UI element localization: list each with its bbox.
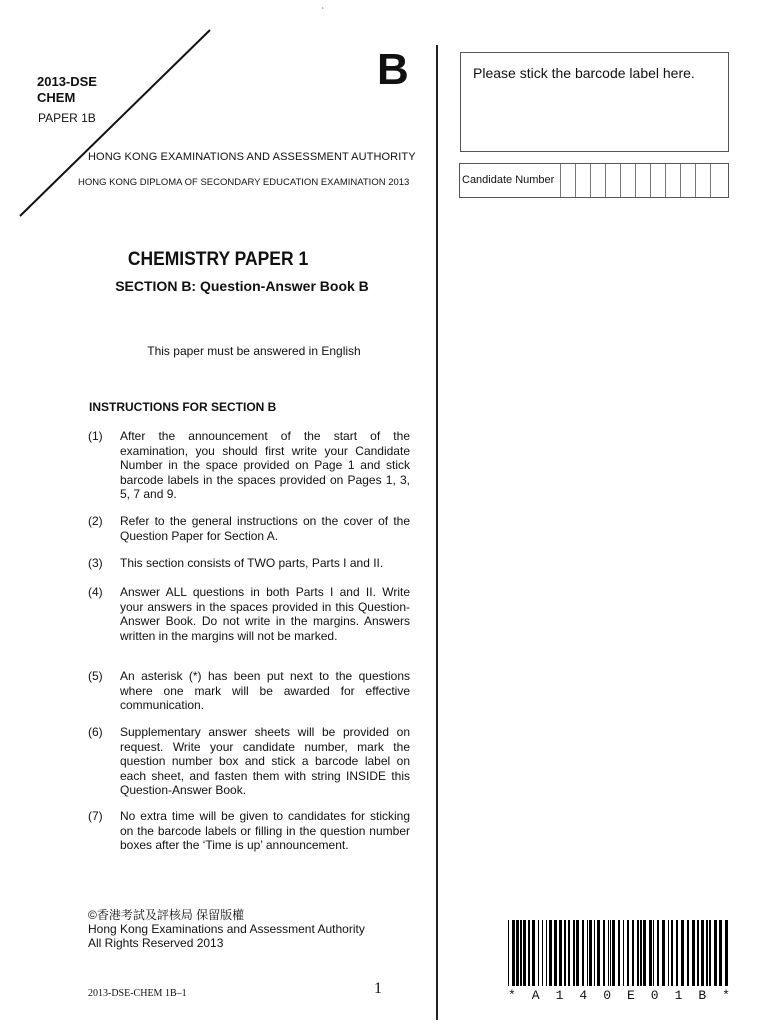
instruction-item [88,669,410,713]
section-letter: B [377,45,409,94]
barcode-bar [512,920,515,986]
barcode-bar [564,920,566,986]
barcode-bar [627,920,629,986]
instruction-number: (2) [88,514,103,528]
candidate-number-label: Candidate Number [462,174,555,186]
barcode-bar [662,920,665,986]
center-divider [436,45,438,1020]
language-note: This paper must be answered in English [147,344,361,358]
barcode-bar [687,920,689,986]
digit-cell[interactable] [680,164,695,197]
instruction-text: After the announcement of the start of the examination, you should first write your Candidate Number in the space provided on Page 1 and stick barcode labels in the spaces provided on Pages 1, 3, 5, 7 and 9. [120,429,410,501]
barcode-char: * [508,988,516,1003]
digit-cell[interactable] [650,164,665,197]
barcode-bar [653,920,654,986]
digit-cell[interactable] [710,164,725,197]
speck: ‘ [322,6,324,15]
instructions-heading: INSTRUCTIONS FOR SECTION B [89,400,277,414]
barcode-bar [597,920,600,986]
page-number: 1 [374,980,382,997]
instruction-text: This section consists of TWO parts, Parts I and II. [120,556,384,570]
copyright-line: Hong Kong Examinations and Assessment Authority [88,922,365,936]
barcode-bar [523,920,526,986]
barcode-bar [568,920,570,986]
instruction-item [88,556,410,572]
barcode-bar [508,920,509,986]
barcode-bar [714,920,717,986]
barcode-bar [576,920,579,986]
barcode-bar [516,920,519,986]
barcode-label-box[interactable] [460,52,729,152]
barcode-bar [719,920,722,986]
instruction-item [88,429,410,501]
page-title: CHEMISTRY PAPER 1 [127,249,309,270]
barcode-char: 1 [555,988,564,1003]
barcode-bar [706,920,708,986]
exam-code [37,74,97,106]
barcode-bar [582,920,584,986]
paper-label: PAPER 1B [38,111,96,125]
candidate-number-box[interactable] [459,163,729,198]
instruction-number: (7) [88,809,103,823]
digit-cell[interactable] [560,164,575,197]
exam-code-year: 2013-DSE [37,74,97,89]
instruction-text: An asterisk (*) has been put next to the questions where one mark will be awarded for effective communication. [120,669,410,712]
barcode-bar [573,920,575,986]
barcode-bar [554,920,557,986]
barcode-bar [538,920,539,986]
barcode-image [508,920,730,988]
instruction-number: (6) [88,725,103,739]
instruction-number: (3) [88,556,103,570]
candidate-number-cells[interactable] [560,164,725,197]
barcode-char: 0 [603,988,611,1003]
barcode-bar [589,920,592,986]
barcode-char: * [722,988,730,1003]
diploma-name: HONG KONG DIPLOMA OF SECONDARY EDUCATION EXAMINATION 2013 [78,177,410,188]
digit-cell[interactable] [620,164,635,197]
page-subtitle: SECTION B: Question-Answer Book B [115,278,369,294]
instruction-item [88,809,410,867]
instruction-text: Refer to the general instructions on the cover of the Question Paper for Section A. [120,514,410,543]
authority-name: HONG KONG EXAMINATIONS AND ASSESSMENT AUTHORITY [88,151,416,163]
instruction-text: No extra time will be given to candidates for sticking on the barcode labels or filling in the question number boxes after the ‘Time is up’ announcement. [120,809,410,852]
barcode-bar [697,920,699,986]
barcode-bar [587,920,588,986]
instruction-number: (5) [88,669,103,683]
barcode-char: 1 [674,988,683,1003]
digit-cell[interactable] [605,164,620,197]
barcode-label-text: Please stick the barcode label here. [473,65,695,81]
barcode-bar [709,920,711,986]
barcode-bar [532,920,535,986]
barcode-bar [701,920,704,986]
barcode-bar [610,920,611,986]
barcode-bar [546,920,547,986]
barcode-char: A [531,988,540,1003]
barcode-bar [542,920,543,986]
barcode-bar [649,920,652,986]
digit-cell[interactable] [695,164,710,197]
barcode-bar [637,920,639,986]
copyright-line: All Rights Reserved 2013 [88,936,224,950]
copyright-notice [88,922,365,950]
instruction-text: Answer ALL questions in both Parts I and II. Write your answers in the spaces provided in this Question-Answer Book. Do not write in the margins. Answers written in the margins will not be marked. [120,585,410,643]
barcode-char: 0 [650,988,659,1003]
barcode-bar [640,920,642,986]
digit-cell[interactable] [635,164,650,197]
digit-cell[interactable] [575,164,590,197]
instruction-item [88,514,410,544]
barcode-bar [612,920,615,986]
barcode-bar [681,920,684,986]
barcode-bar [594,920,595,986]
instruction-text: Supplementary answer sheets will be provided on request. Write your candidate number, mark the question number box and stick a barcode label on each sheet, and fasten them with string INSIDE this Question-Answer Book. [120,725,410,797]
barcode-bar [725,920,728,986]
barcode-bar [657,920,659,986]
barcode-bar [623,920,624,986]
instruction-item [88,585,410,657]
instruction-number: (1) [88,429,103,443]
barcode-bar [559,920,562,986]
digit-cell[interactable] [590,164,605,197]
instruction-item [88,725,410,797]
barcode-bar [608,920,609,986]
barcode-char: B [698,988,707,1003]
barcode-bar [528,920,530,986]
barcode-bar [632,920,634,986]
instruction-number: (4) [88,585,103,599]
exam-code-subject: CHEM [37,90,76,105]
barcode-char: 4 [579,988,588,1003]
footer-code: 2013-DSE-CHEM 1B–1 [88,988,187,999]
barcode-bar [603,920,605,986]
copyright-chinese: ©香港考試及評核局 保留版權 [88,908,245,922]
barcode-bar [671,920,673,986]
digit-cell[interactable] [665,164,680,197]
barcode-char: E [626,988,635,1003]
barcode-bar [668,920,669,986]
barcode-bar [692,920,695,986]
barcode-bar [618,920,620,986]
barcode-bar [643,920,646,986]
barcode-text [508,988,730,1003]
barcode-bar [676,920,678,986]
barcode-bar [549,920,552,986]
barcode-bar [520,920,522,986]
